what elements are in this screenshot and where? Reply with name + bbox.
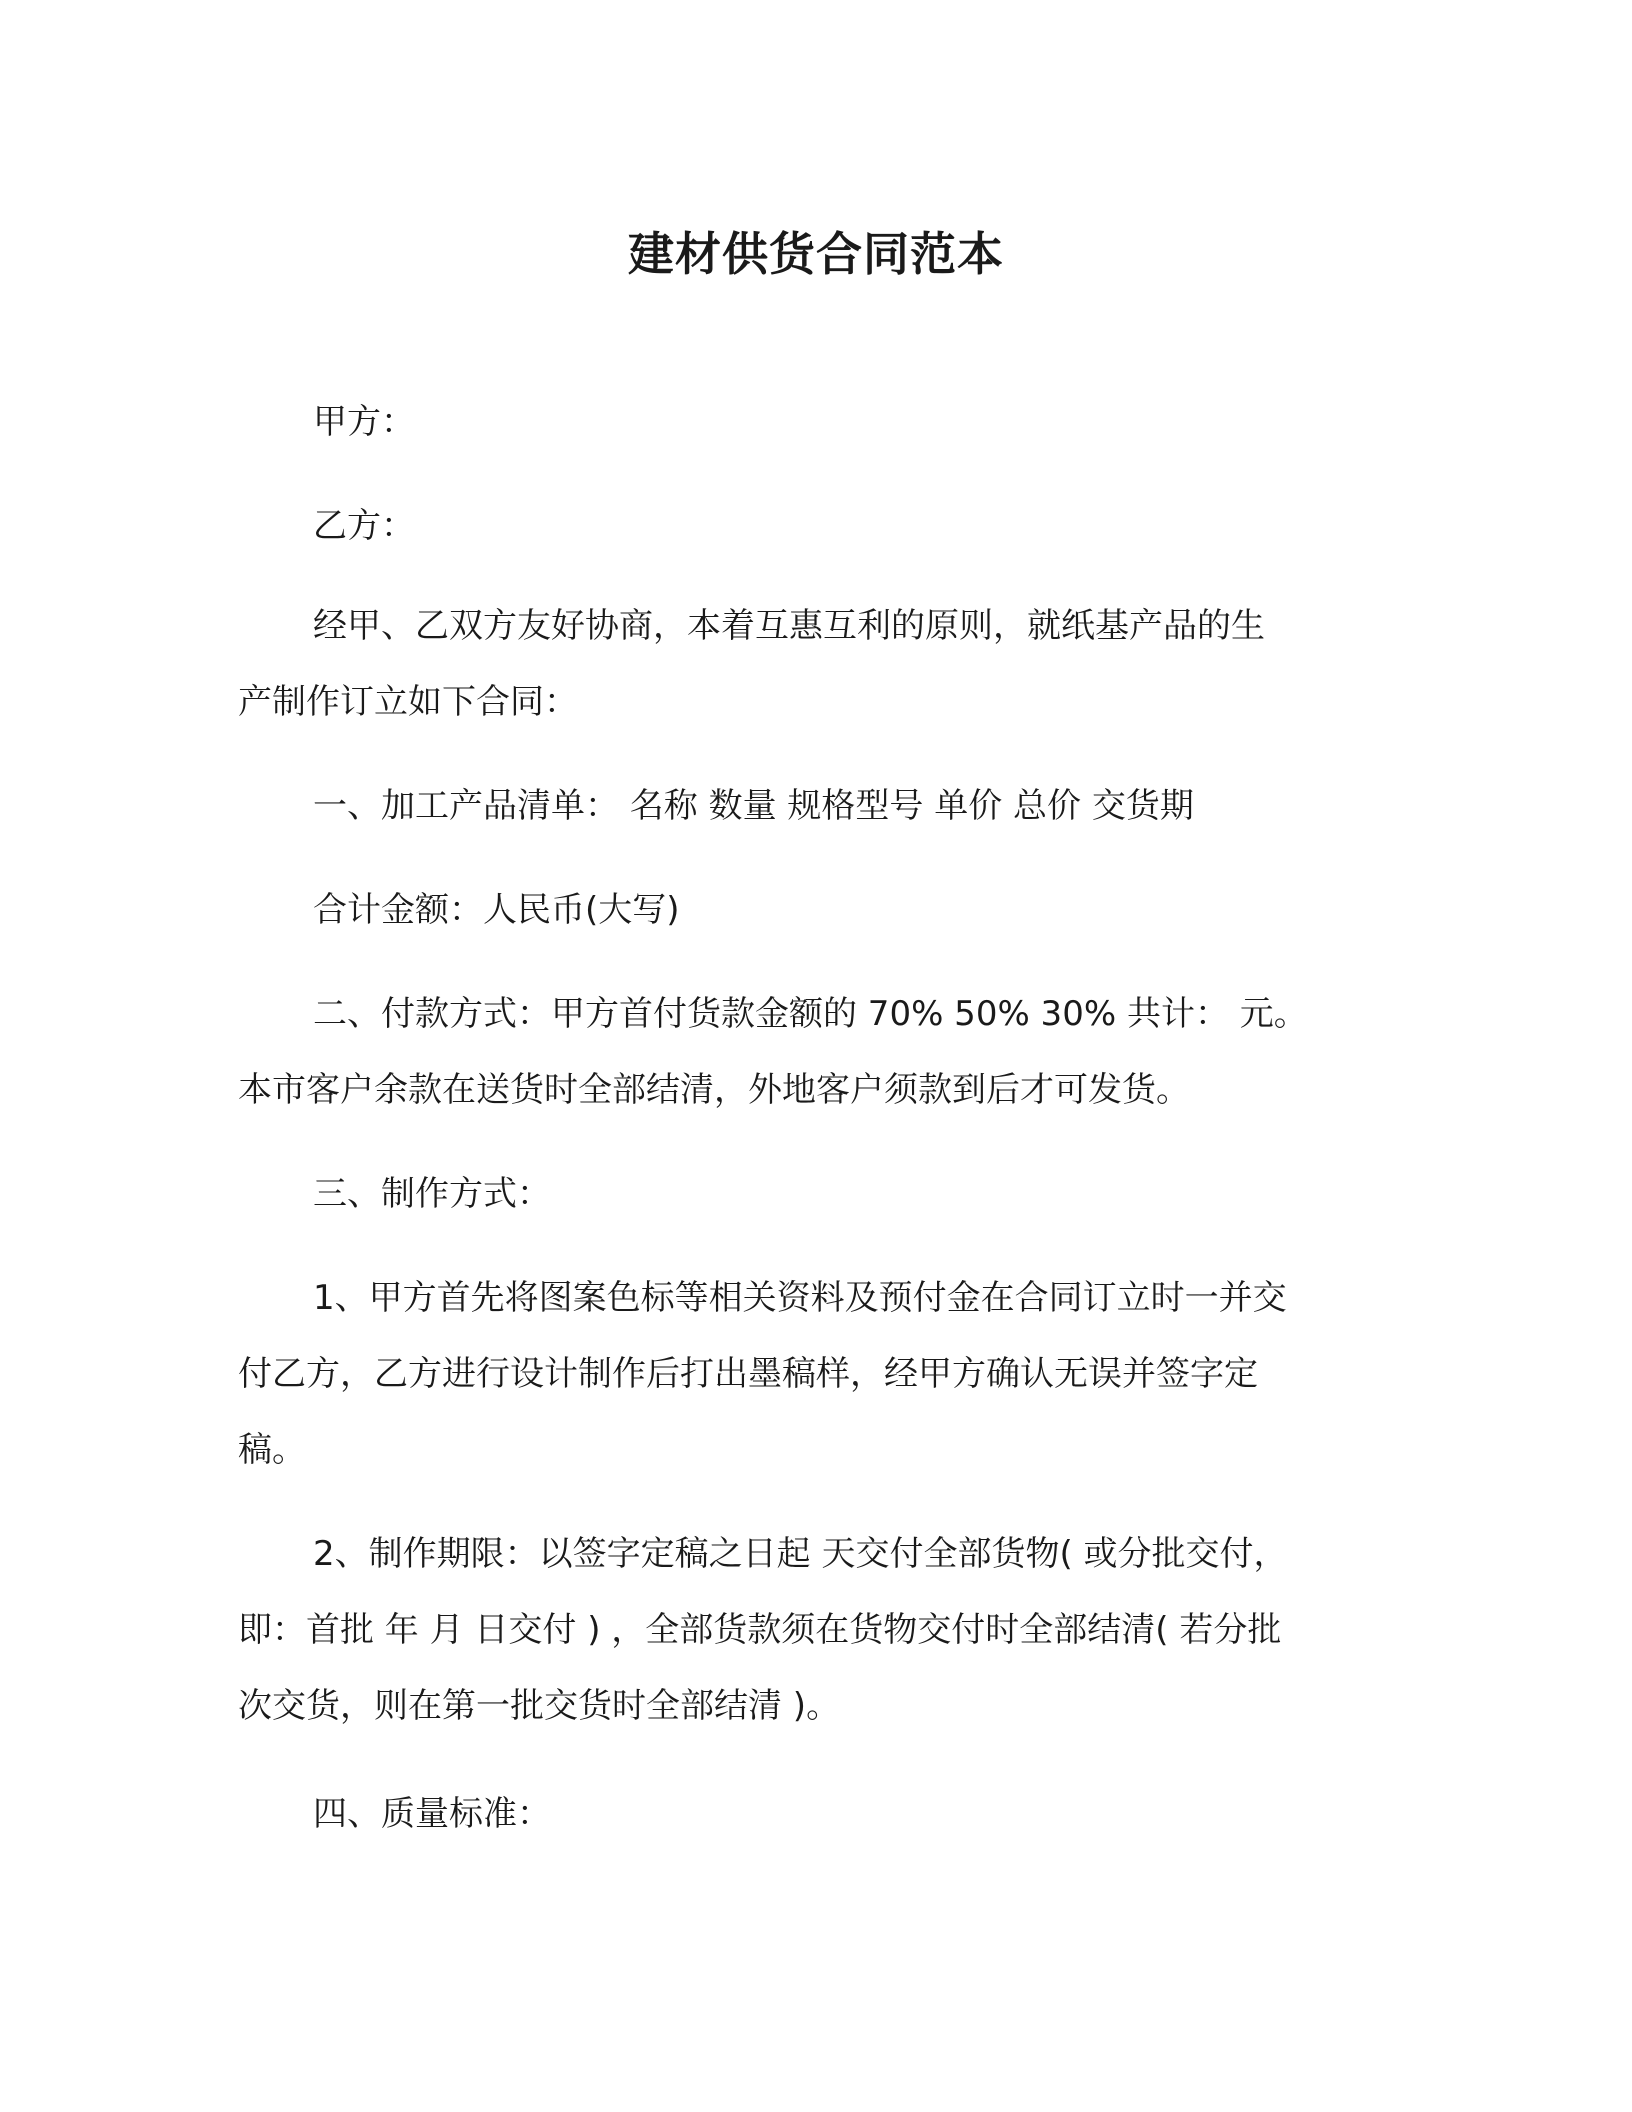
intro-line-2: 产制作订立如下合同：	[238, 682, 578, 722]
party-b-line	[313, 488, 415, 564]
section-2-paragraph	[238, 976, 1308, 1128]
document-title: 建材供货合同范本	[628, 227, 1004, 281]
section-4-heading	[313, 1776, 551, 1852]
item-1-paragraph	[238, 1260, 1287, 1488]
section-1-heading	[313, 768, 1194, 844]
intro-line-1: 经甲、乙双方友好协商，本着互惠互利的原则，就纸基产品的生	[313, 606, 1265, 646]
section-1-text: 一、加工产品清单： 名称 数量 规格型号 单价 总价 交货期	[313, 786, 1194, 826]
item-2-line-1: 2、制作期限：以签字定稿之日起 天交付全部货物( 或分批交付，	[313, 1534, 1288, 1574]
party-a-label: 甲方：	[313, 402, 415, 442]
total-amount-line	[313, 872, 680, 948]
section-2-line-1: 二、付款方式：甲方首付货款金额的 70% 50% 30% 共计： 元。	[313, 994, 1308, 1034]
item-1-line-1: 1、甲方首先将图案色标等相关资料及预付金在合同订立时一并交	[313, 1278, 1287, 1318]
item-1-line-2: 付乙方，乙方进行设计制作后打出墨稿样，经甲方确认无误并签字定	[238, 1354, 1258, 1394]
section-2-line-2: 本市客户余款在送货时全部结清，外地客户须款到后才可发货。	[238, 1070, 1190, 1110]
item-1-line-3: 稿。	[238, 1430, 306, 1470]
section-4-text: 四、质量标准：	[313, 1794, 551, 1834]
total-amount-text: 合计金额：人民币(大写)	[313, 890, 680, 930]
party-a-line	[313, 384, 415, 460]
item-2-paragraph	[238, 1516, 1288, 1744]
party-b-label: 乙方：	[313, 506, 415, 546]
intro-paragraph	[238, 588, 1265, 740]
section-3-text: 三、制作方式：	[313, 1174, 551, 1214]
section-3-heading	[313, 1156, 551, 1232]
item-2-line-2: 即：首批 年 月 日交付 ) ，全部货款须在货物交付时全部结清( 若分批	[238, 1610, 1282, 1650]
item-2-line-3: 次交货，则在第一批交货时全部结清 )。	[238, 1686, 841, 1726]
